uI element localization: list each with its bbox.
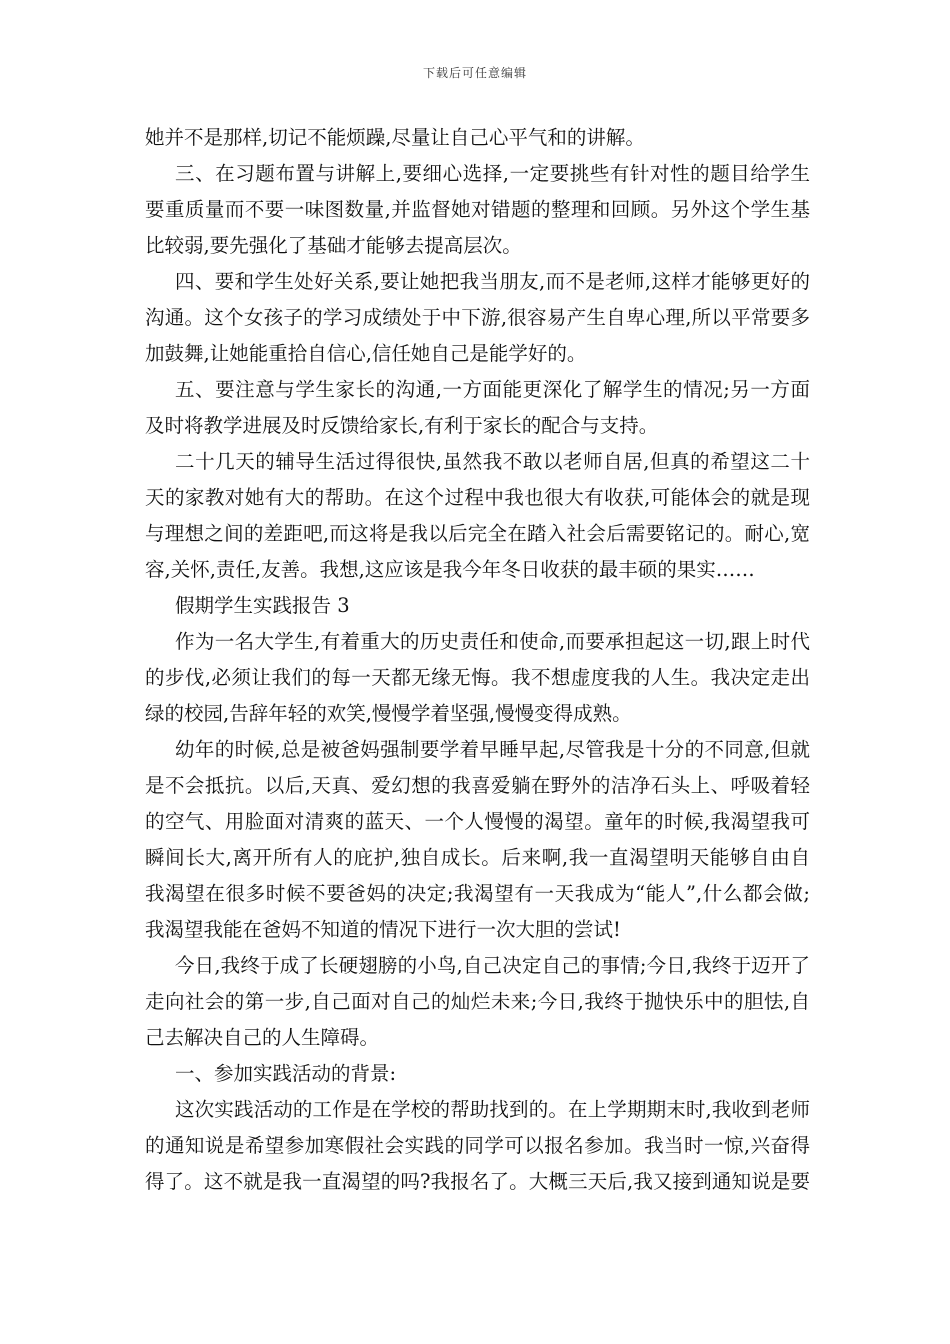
text-line: 她并不是那样,切记不能烦躁,尽量让自己心平气和的讲解。 — [145, 126, 645, 149]
text-line: 一、参加实践活动的背景: — [175, 1062, 397, 1085]
text-line: 加鼓舞,让她能重拾自信心,信任她自己是能学好的。 — [145, 342, 587, 365]
text-line: 瞬间长大,离开所有人的庇护,独自成长。后来啊,我一直渴望明天能够自由自 — [145, 846, 810, 869]
text-line: 今日,我终于成了长硬翅膀的小鸟,自己决定自己的事情;今日,我终于迈开了 — [175, 954, 810, 977]
text-line: 及时将教学进展及时反馈给家长,有利于家长的配合与支持。 — [145, 414, 659, 437]
text-line: 容,关怀,责任,友善。我想,这应该是我今年冬日收获的最丰硕的果实…… — [145, 558, 755, 581]
text-line: 三、在习题布置与讲解上,要细心选择,一定要挑些有针对性的题目给学生 — [175, 162, 810, 185]
text-line: 的通知说是希望参加寒假社会实践的同学可以报名参加。我当时一惊,兴奋得 — [145, 1134, 810, 1157]
text-line: 我渴望我能在爸妈不知道的情况下进行一次大胆的尝试! — [145, 918, 621, 941]
text-line: 比较弱,要先强化了基础才能够去提高层次。 — [145, 234, 522, 257]
page-header: 下载后可任意编辑 — [422, 66, 527, 80]
text-line: 是不会抵抗。以后,天真、爱幻想的我喜爱躺在野外的洁净石头上、呼吸着轻 — [145, 774, 810, 797]
text-line: 四、要和学生处好关系,要让她把我当朋友,而不是老师,这样才能够更好的 — [175, 270, 810, 293]
text-line: 己去解决自己的人生障碍。 — [145, 1026, 380, 1049]
text-line: 绿的校园,告辞年轻的欢笑,慢慢学着坚强,慢慢变得成熟。 — [145, 702, 632, 725]
text-line: 天的家教对她有大的帮助。在这个过程中我也很大有收获,可能体会的就是现 — [145, 486, 810, 509]
text-line: 走向社会的第一步,自己面对自己的灿烂未来;今日,我终于抛快乐中的胆怯,自 — [145, 990, 810, 1013]
text-line: 的空气、用脸面对清爽的蓝天、一个人慢慢的渴望。童年的时候,我渴望我可 — [145, 810, 810, 833]
text-line: 得了。这不就是我一直渴望的吗?我报名了。大概三天后,我又接到通知说是要 — [145, 1170, 810, 1193]
text-line: 我渴望在很多时候不要爸妈的决定;我渴望有一天我成为“能人”,什么都会做; — [145, 882, 810, 905]
document-body — [145, 120, 810, 1200]
text-line: 沟通。这个女孩子的学习成绩处于中下游,很容易产生自卑心理,所以平常要多 — [145, 306, 810, 329]
text-line: 五、要注意与学生家长的沟通,一方面能更深化了解学生的情况;另一方面 — [175, 378, 810, 401]
text-line: 二十几天的辅导生活过得很快,虽然我不敢以老师自居,但真的希望这二十 — [175, 450, 810, 473]
text-line: 这次实践活动的工作是在学校的帮助找到的。在上学期期末时,我收到老师 — [175, 1098, 810, 1121]
text-line: 要重质量而不要一味图数量,并监督她对错题的整理和回顾。另外这个学生基 — [145, 198, 810, 221]
text-line: 作为一名大学生,有着重大的历史责任和使命,而要承担起这一切,跟上时代 — [175, 630, 810, 653]
text-line: 假期学生实践报告 3 — [175, 594, 350, 617]
text-line: 的步伐,必须让我们的每一天都无缘无悔。我不想虚度我的人生。我决定走出 — [145, 666, 810, 689]
text-line: 与理想之间的差距吧,而这将是我以后完全在踏入社会后需要铭记的。耐心,宽 — [145, 522, 810, 545]
text-line: 幼年的时候,总是被爸妈强制要学着早睡早起,尽管我是十分的不同意,但就 — [175, 738, 810, 761]
